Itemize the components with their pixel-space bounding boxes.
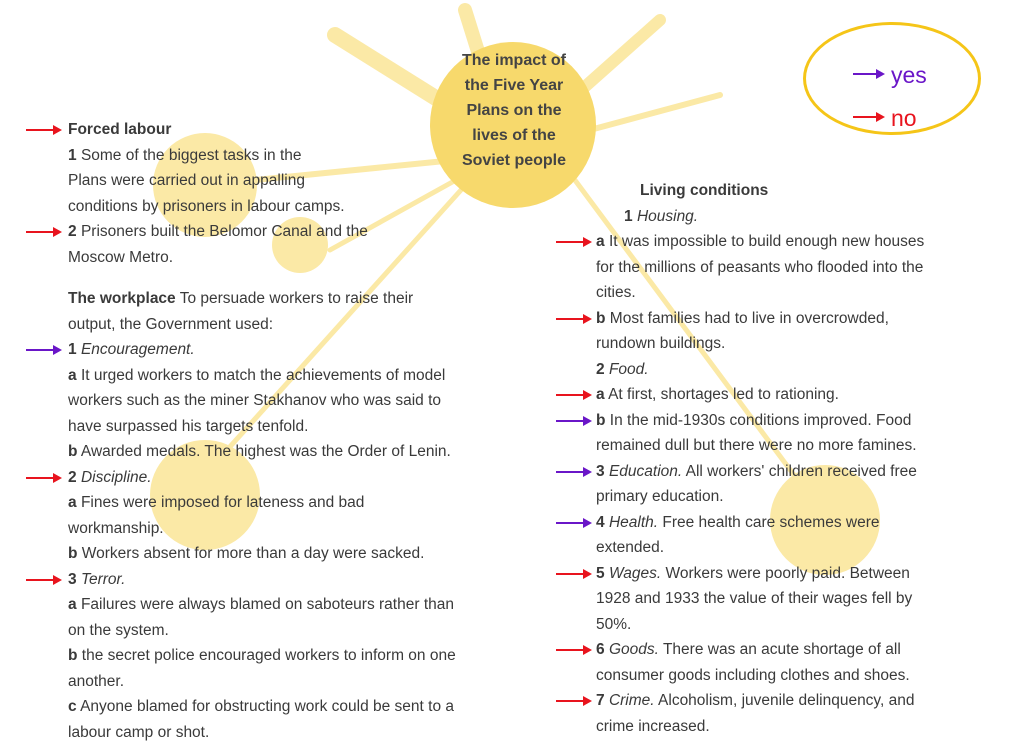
text-line: extended. [596,539,665,556]
center-title-line: Soviet people [461,152,567,169]
right-column [596,178,996,739]
center-title-line: The impact of [461,52,566,69]
text-line: workmanship. [68,519,164,537]
item-text: Workers absent for more than a day were sacked. [81,545,425,562]
text-line [68,541,528,567]
item-letter: a [68,366,77,384]
red-arrow-icon [556,644,594,656]
text-line [596,688,996,714]
purple-arrow-icon [556,466,594,478]
text-line [596,459,996,485]
item-number: 3 [68,570,77,588]
purple-arrow-icon [556,415,594,427]
item-letter: a [596,386,605,403]
text-line [68,694,528,720]
text-line [68,439,528,465]
living-conditions-heading [596,178,996,204]
text-line: conditions by prisoners in labour camps. [68,197,345,215]
text-line [68,363,528,389]
legend [803,22,981,135]
text-line [596,561,996,587]
text-line: 50%. [596,615,632,633]
item-letter: b [596,411,606,429]
text-line: crime increased. [596,717,710,735]
red-arrow-icon [556,389,594,401]
purple-arrow-icon [556,517,594,529]
text-line: workers such as the miner Stakhanov who was said to [68,392,442,409]
item-text: To persuade workers to raise their [179,290,414,307]
text-line [68,592,528,618]
item-text: Workers were poorly paid. Between [665,564,910,582]
text-line [596,510,996,536]
item-label: Encouragement. [80,341,195,358]
text-line: another. [68,672,125,690]
item-text: Anyone blamed for obstructing work could be sent to a [80,698,455,715]
legend-yes-label: yes [891,62,927,88]
text-line [596,382,996,408]
item-label: Crime. [608,692,655,709]
text-line [596,204,996,230]
item-number: 7 [596,692,605,709]
red-arrow-icon [853,111,887,123]
center-title-line: the Five Year [464,77,564,94]
red-arrow-icon [26,472,64,484]
red-arrow-icon [26,226,64,238]
item-letter: b [68,443,78,460]
item-label: Discipline. [80,468,152,486]
center-title-line: lives of the [472,127,556,144]
item-text: At first, shortages led to rationing. [608,386,839,403]
item-text: It urged workers to match the achievements of model [80,366,446,384]
item-text: Failures were always blamed on saboteurs rather than [80,596,454,613]
text-line: primary education. [596,488,724,505]
item-number: 6 [596,641,605,658]
item-label: Terror. [80,570,126,588]
item-text: Most families had to live in overcrowded, [609,309,889,327]
item-text: It was impossible to build enough new houses [608,233,925,250]
text-line: remained dull but there were no more famines. [596,437,917,454]
item-letter: b [68,647,78,664]
text-line: on the system. [68,621,169,639]
item-letter: a [68,596,77,613]
item-letter: b [596,309,606,327]
heading-text: The workplace [68,290,176,307]
item-text: Some of the biggest tasks in the [80,146,302,164]
text-line: rundown buildings. [596,335,726,352]
item-label: Health. [608,513,659,531]
item-letter: a [68,494,77,511]
item-number: 1 [68,146,77,164]
item-letter: c [68,698,77,715]
text-line: Plans were carried out in appalling [68,172,305,189]
purple-arrow-icon [26,344,64,356]
heading-text: Living conditions [640,182,769,199]
item-text: All workers' children received free [685,462,917,480]
text-line [596,408,996,434]
item-number: 5 [596,564,605,582]
item-text: Awarded medals. The highest was the Order of Lenin. [80,443,451,460]
text-line: 1928 and 1933 the value of their wages fell by [596,590,913,607]
text-line: output, the Government used: [68,315,274,333]
red-arrow-icon [556,236,594,248]
legend-yes [853,62,927,92]
text-line: have surpassed his targets tenfold. [68,417,309,435]
forced-labour-heading [68,117,528,143]
workplace-heading [68,286,528,312]
item-number: 1 [68,341,77,358]
item-text: Alcoholism, juvenile delinquency, and [658,692,915,709]
item-label: Wages. [608,564,662,582]
item-number: 2 [596,360,605,378]
item-label: Housing. [636,207,699,225]
item-label: Food. [608,360,649,378]
text-line [68,490,528,516]
item-label: Goods. [608,641,659,658]
text-line: for the millions of peasants who flooded into the [596,258,924,276]
item-letter: b [68,545,78,562]
center-title-line: Plans on the [466,102,562,119]
left-column [68,117,528,745]
text-line [68,643,528,669]
text-line [596,229,996,255]
text-line [596,357,996,383]
item-text: In the mid-1930s conditions improved. Food [609,411,912,429]
text-line [68,465,528,491]
item-text: There was an acute shortage of all [662,641,901,658]
red-arrow-icon [556,313,594,325]
item-text: Free health care schemes were [662,513,880,531]
red-arrow-icon [556,695,594,707]
item-number: 2 [68,223,77,240]
text-line [68,337,528,363]
text-line: cities. [596,284,636,301]
item-text: Prisoners built the Belomor Canal and the [80,223,368,240]
purple-arrow-icon [853,68,887,80]
text-line [596,306,996,332]
item-letter: a [596,233,605,250]
heading-text: Forced labour [68,121,172,138]
red-arrow-icon [556,568,594,580]
item-text: the secret police encouraged workers to inform on one [81,647,456,664]
item-number: 4 [596,513,605,531]
text-line: Moscow Metro. [68,248,174,266]
legend-no-label: no [891,105,917,131]
text-line [68,567,528,593]
red-arrow-icon [26,124,64,136]
item-number: 3 [596,462,605,480]
text-line: consumer goods including clothes and shoes. [596,666,910,684]
spoke-right-upper [590,95,720,130]
text-line: labour camp or shot. [68,723,210,741]
red-arrow-icon [26,574,64,586]
item-text: Fines were imposed for lateness and bad [80,494,365,511]
text-line [68,219,528,245]
item-number: 2 [68,468,77,486]
text-line [596,637,996,663]
text-line [68,143,528,169]
legend-no [853,105,917,135]
item-number: 1 [624,207,633,225]
item-label: Education. [608,462,683,480]
